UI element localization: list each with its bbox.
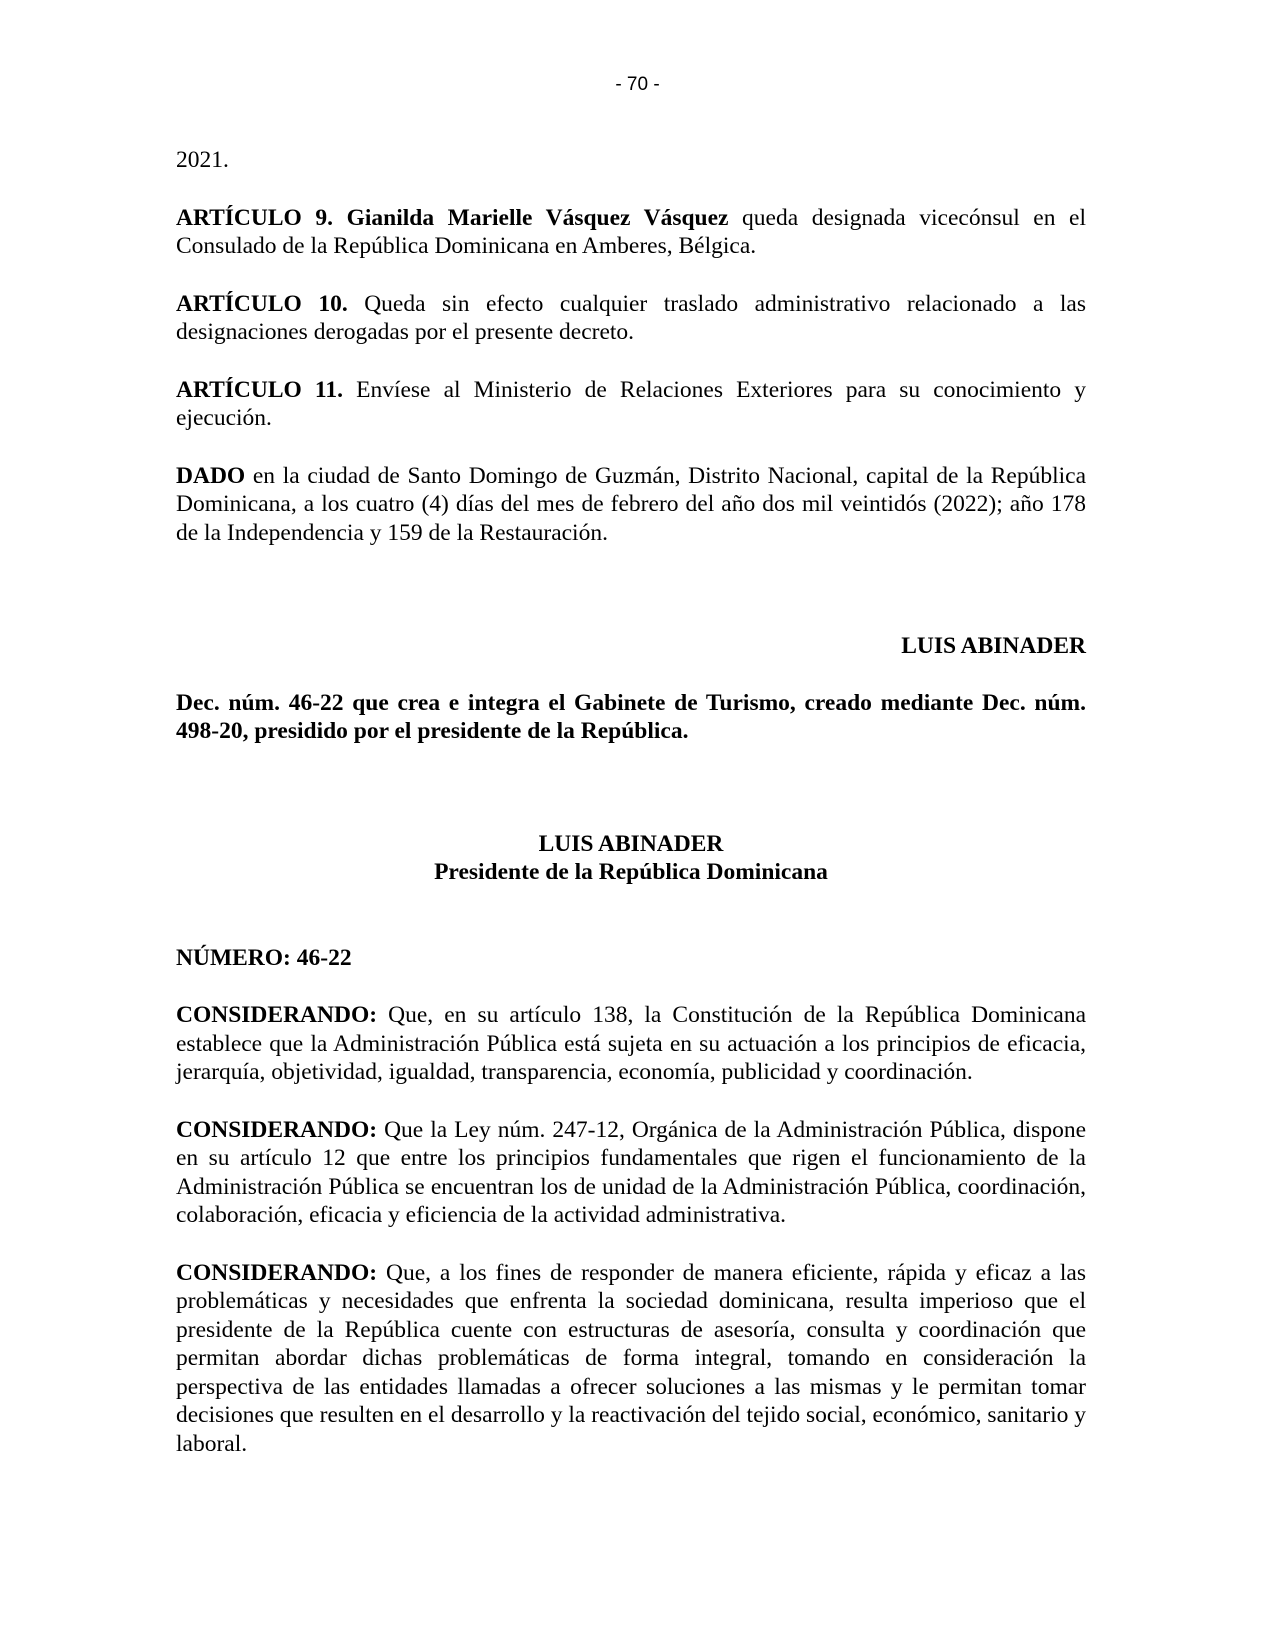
decree-header [176, 830, 1086, 887]
year-continuation: 2021. [176, 147, 229, 173]
document-body [176, 146, 1086, 1458]
dado-paragraph [176, 462, 1086, 548]
page-number: - 70 - [615, 74, 660, 95]
article-9-name: Gianilda Marielle Vásquez Vásquez [346, 204, 729, 231]
article-10-label: ARTÍCULO 10. [176, 290, 348, 317]
considerando-text: Que, a los fines de responder de manera eficiente, rápida y eficaz a las problemáticas y necesidades que enfrenta la sociedad dominicana, resulta imperioso que el presidente de la República cuente con estructuras de asesoría, consulta y coordinación que permitan abordar dichas problemáticas de forma integral, tomando en consideración la perspectiva de las entidades llamadas a ofrecer soluciones a las mismas y le permitan tomar decisiones que resulten en el desarrollo y la reactivación del tejido social, económico, sanitario y laboral. [176, 1259, 1087, 1457]
considerando-label: CONSIDERANDO: [176, 1116, 378, 1143]
considerando-text: Que la Ley núm. 247-12, Orgánica de la Administración Pública, dispone en su artículo 12 que entre los principios fundamentales que rigen el funcionamiento de la Administración Pública se encuentran los de unidad de la Administración Pública, coordinación, colaboración, eficacia y eficiencia de la actividad administrativa. [176, 1116, 1087, 1228]
article-10 [176, 290, 1086, 347]
considerando-2 [176, 1116, 1086, 1230]
considerando-label: CONSIDERANDO: [176, 1002, 378, 1028]
dado-text: en la ciudad de Santo Domingo de Guzmán, Distrito Nacional, capital de la República Dominicana, a los cuatro (4) días del mes de febrero del año dos mil veintidós (2022); año 178 de la Independencia y 159 de la Restauración. [176, 462, 1087, 546]
article-9-label: ARTÍCULO 9. [176, 204, 334, 231]
article-10-text: Queda sin efecto cualquier traslado administrativo relacionado a las designaciones derogadas por el presente decreto. [176, 290, 1086, 345]
article-11 [176, 376, 1086, 433]
signature: LUIS ABINADER [901, 633, 1086, 659]
considerando-3 [176, 1259, 1086, 1459]
considerando-label: CONSIDERANDO: [176, 1259, 378, 1286]
dado-label: DADO [176, 462, 246, 489]
header-name: LUIS ABINADER [538, 830, 724, 857]
decree-number: NÚMERO: 46-22 [176, 944, 352, 971]
header-role: Presidente de la República Dominicana [434, 859, 828, 885]
article-9 [176, 204, 1086, 261]
considerando-text: Que, en su artículo 138, la Constitución de la República Dominicana establece que la Administración Pública está sujeta en su actuación a los principios de eficacia, jerarquía, objetividad, igualdad, transparencia, economía, publicidad y coordinación. [176, 1002, 1087, 1085]
considerando-1 [176, 1001, 1086, 1087]
decree-title: Dec. núm. 46-22 que crea e integra el Gabinete de Turismo, creado mediante Dec. núm. 498-20, presidido por el presidente de la República. [176, 689, 1086, 744]
article-9-text: queda designada vicecónsul en el Consulado de la República Dominicana en Amberes, Bélgica. [176, 204, 1087, 259]
article-11-text: Envíese al Ministerio de Relaciones Exteriores para su conocimiento y ejecución. [176, 376, 1086, 431]
article-11-label: ARTÍCULO 11. [176, 376, 343, 403]
